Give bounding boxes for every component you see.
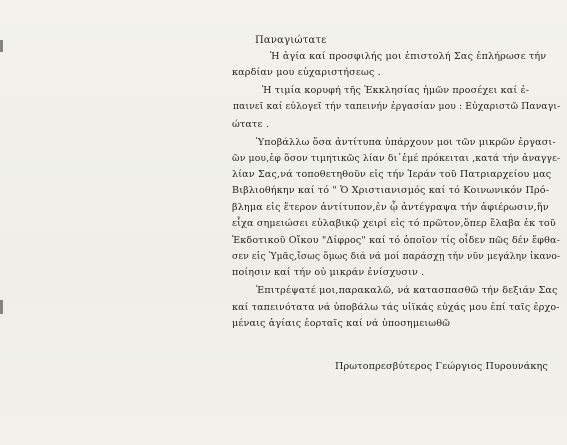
letter-line: εἶχα σημειώσει εὐλαβικῷ χειρί εἰς τό πρῶτον,ὅπερ ἔλαβα ἐκ τοῦ bbox=[232, 218, 556, 229]
letter-line: λίαν Σας,νά τοποθετηθοῦν εἰς τήν Ἱεράν τοῦ Πατριαρχείου μας bbox=[232, 169, 552, 180]
salutation: Παναγιώτατε bbox=[255, 35, 327, 46]
letter-line: Ἡ τιμία κορυφή τῆς Ἐκκλησίας ἡμῶν προσέχει καί ἐ- bbox=[262, 85, 530, 96]
letter-line: καί ταπεινότατα νά ὑποβάλω τάς υἱϊκάς εὐχάς μου ἐπί ταῖς ἐρχο- bbox=[232, 302, 560, 313]
letter-line: παινεῖ καί εὐλογεῖ τήν ταπεινήν ἐργασίαν μου : Εὐχαριστῶ Παναγι- bbox=[233, 101, 561, 112]
letter-line: ποίησιν καί τήν οὐ μικράν ἐνίσχυσιν . bbox=[232, 267, 425, 278]
letter-line: βλημα εἰς ἕτερον ἀντίτυπον,ἐν ᾧ ἀντέγραψα τήν ἀφιέρωσιν,ἥν bbox=[232, 202, 549, 213]
letter-line: ῶν μου,ἐφ ὅσον τιμητικῶς λίαν δι᾽ἐμέ πρόκειται ,κατά τήν ἀναγγε- bbox=[232, 153, 561, 164]
letter-line: Ἡ ἁγία καί προσφιλής μοι ἐπιστολή Σας ἐπλήρωσε τήν bbox=[270, 51, 547, 62]
punch-hole-mark bbox=[0, 40, 3, 52]
letter-line: καρδίαν μου εὐχαριστήσεως . bbox=[232, 67, 381, 78]
letter-line: Ὑποβάλλω ὅσα ἀντίτυπα ὑπάρχουν μοι τῶν μικρῶν ἐργασι- bbox=[256, 137, 556, 148]
letter-line: ώτατε . bbox=[232, 119, 270, 130]
punch-hole-mark bbox=[0, 300, 3, 314]
letter-line: Ἐπιτρέψατέ μοι,παρακαλῶ, νά κατασπασθῶ τήν δεξιάν Σας bbox=[256, 285, 558, 296]
letter-line: μέναις ἁγίαις ἑορταῖς καί νά ὑποσημειωθῶ bbox=[232, 318, 451, 329]
signature: Πρωτοπρεσβύτερος Γεώργιος Πυρουνάκης bbox=[335, 361, 548, 372]
letter-line: Βιβλιοθήκην καί τό " Ὁ Χριστιανισμός καί τό Κοινωνικόν Πρό- bbox=[232, 185, 550, 196]
letter-line: σεν εἰς Ὑμᾶς,ἴσως ὅμως διά νά μοί παράσχῃ τήν νῦν μεγάλην ἱκανο- bbox=[232, 251, 561, 262]
letter-line: Ἐκδοτικοῦ Οἴκου "Δίφρος" καί τό ὁποῖον τίς οἶδεν πῶς δέν ἔφθα- bbox=[232, 235, 561, 246]
